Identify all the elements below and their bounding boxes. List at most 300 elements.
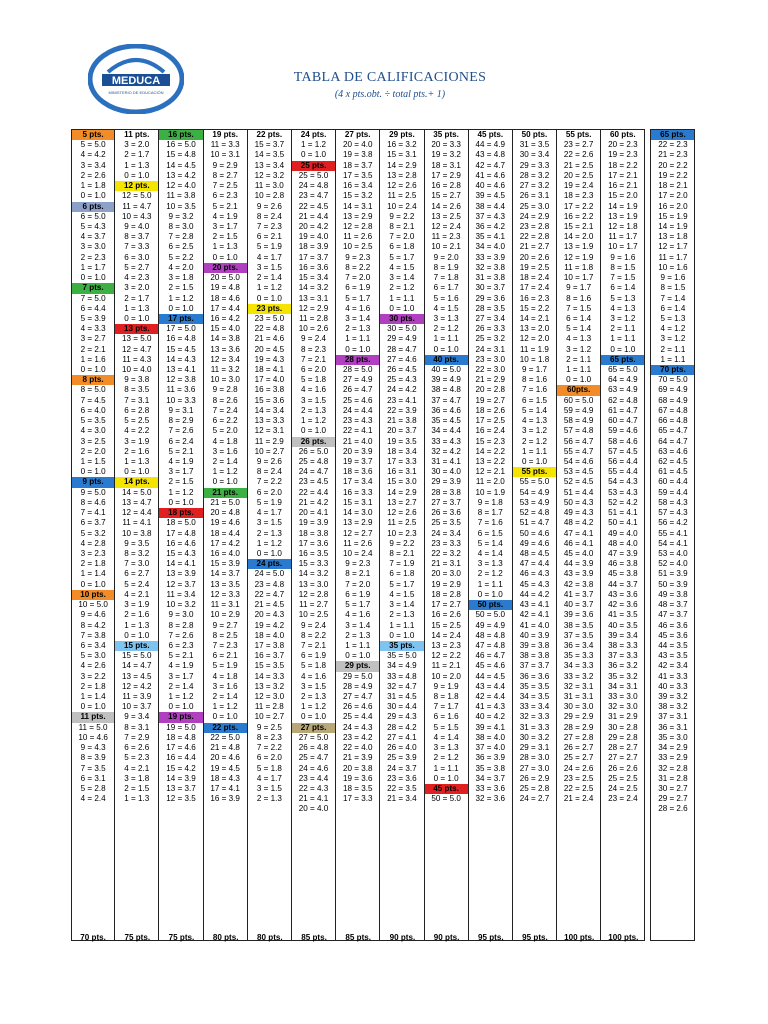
grade-cell: 17 = 4.0	[254, 375, 285, 385]
grade-cell: 4 = 2.3	[124, 273, 150, 283]
grade-cell: 10 = 2.5	[298, 610, 329, 620]
grade-cell: 30 = 2.7	[658, 784, 688, 793]
grade-cell: 50 = 4.3	[563, 497, 594, 507]
grade-cell: 1 = 1.1	[345, 640, 371, 650]
grade-cell: 61 = 4.7	[608, 405, 638, 415]
grade-column	[115, 129, 159, 941]
grade-cell: 17 = 2.2	[563, 201, 594, 211]
grade-cell: 15 = 4.3	[166, 548, 196, 558]
grade-cell: 18 = 3.8	[298, 528, 329, 538]
grade-cell: 14 = 3.1	[342, 201, 373, 211]
grade-cell: 11 = 3.2	[210, 365, 240, 375]
grade-cell: 32 = 3.0	[608, 702, 638, 712]
grade-cell: 55 = 4.1	[658, 528, 688, 538]
grade-cell: 15 = 3.7	[254, 140, 285, 150]
grade-cell: 1 = 1.1	[345, 334, 371, 344]
grade-cell: 26 = 4.6	[342, 702, 373, 712]
grade-cell: 29 = 3.1	[519, 743, 550, 753]
grade-cell: 12 = 3.7	[166, 579, 196, 589]
grade-cell: 13 = 3.2	[254, 681, 285, 691]
grade-cell: 9 = 1.7	[566, 283, 592, 293]
grade-cell: 1 = 1.3	[124, 457, 150, 466]
grade-cell: 0 = 1.0	[433, 344, 459, 354]
grade-column	[292, 129, 336, 941]
grade-cell: 18 = 4.0	[254, 630, 285, 640]
grade-cell: 4 = 1.3	[566, 334, 592, 344]
grade-cell: 25 = 4.3	[387, 375, 417, 385]
grade-cell: 8 = 2.2	[345, 262, 371, 272]
grade-cell: 3 = 1.6	[212, 681, 238, 691]
grade-cell: 22 = 4.1	[342, 426, 373, 436]
points-header: 45 pts.	[477, 130, 504, 139]
grade-cell: 42 = 4.7	[475, 160, 506, 170]
grade-cell: 6 = 1.9	[345, 589, 371, 599]
grade-cell: 48 = 4.2	[563, 518, 594, 528]
grade-cell: 6 = 2.6	[124, 743, 150, 753]
grade-cell: 16 = 3.2	[387, 140, 417, 150]
grade-cell: 34 = 3.5	[519, 692, 550, 702]
grade-cell: 26 = 3.6	[431, 508, 461, 518]
grade-cell: 25 = 3.5	[431, 518, 461, 528]
grade-cell: 4 = 1.5	[389, 589, 415, 599]
grade-cell: 0 = 1.0	[521, 457, 547, 466]
grade-cell: 12 = 2.6	[387, 181, 417, 191]
grade-cell: 9 = 2.6	[256, 457, 282, 466]
grade-cell: 11 = 5.0	[78, 722, 108, 732]
grade-cell: 50 = 4.6	[519, 528, 550, 538]
grade-cell: 24 = 5.0	[254, 569, 285, 579]
grade-cell: 19 = 2.9	[431, 579, 461, 589]
grade-cell: 12 = 3.0	[254, 692, 285, 702]
points-header: 19 pts.	[159, 712, 202, 722]
grade-cell: 12 = 2.2	[431, 651, 461, 661]
grade-cell: 2 = 2.0	[80, 446, 106, 456]
grade-cell: 36 = 3.2	[608, 661, 638, 671]
points-header: 35 pts.	[433, 130, 459, 139]
grade-cell: 57 = 4.3	[658, 508, 688, 518]
grade-cell: 36 = 3.6	[519, 671, 550, 681]
grade-cell: 24 = 2.5	[608, 784, 638, 793]
grade-cell: 30 = 3.7	[475, 283, 506, 293]
grade-cell: 19 = 2.2	[658, 170, 688, 180]
grade-cell: 12 = 3.3	[210, 589, 240, 599]
grade-cell: 2 = 1.7	[124, 150, 150, 160]
grade-cell: 4 = 1.7	[256, 773, 282, 783]
grade-cell: 14 = 2.9	[387, 487, 417, 497]
grade-cell: 25 = 3.9	[387, 753, 417, 763]
grade-cell: 4 = 2.2	[124, 426, 150, 436]
grade-cell: 11 = 1.8	[564, 262, 594, 272]
footer-points-label: 70 pts.	[80, 933, 106, 942]
grade-cell: 18 = 3.5	[342, 784, 373, 793]
grade-cell: 29 = 3.9	[431, 477, 461, 487]
grade-cell: 40 = 4.6	[475, 181, 506, 191]
grade-cell: 34 = 4.0	[475, 242, 506, 252]
grade-cell: 17 = 2.1	[608, 170, 638, 180]
grade-cell: 70 = 5.0	[658, 375, 688, 385]
grade-cell: 25 = 3.0	[519, 201, 550, 211]
points-header: 24 pts.	[300, 130, 327, 139]
grade-cell: 11 = 2.5	[387, 518, 417, 528]
grade-cell: 9 = 2.5	[256, 722, 282, 732]
grade-cell: 50 = 4.1	[608, 518, 638, 528]
grade-cell: 42 = 4.4	[475, 692, 506, 702]
grade-cell: 6 = 1.4	[566, 313, 592, 323]
grade-cell: 7 = 2.0	[345, 579, 371, 589]
grade-cell: 14 = 1.9	[608, 201, 638, 211]
grade-cell: 1 = 1.1	[521, 446, 547, 456]
grade-cell: 20 = 4.0	[298, 804, 329, 814]
grade-cell: 17 = 4.1	[210, 784, 240, 793]
points-header: 70 pts.	[651, 365, 694, 375]
grade-cell: 21 = 4.2	[298, 497, 329, 507]
grade-cell: 15 = 3.5	[254, 661, 285, 671]
grade-cell: 33 = 4.8	[387, 671, 417, 681]
grade-cell: 15 = 2.1	[563, 221, 594, 231]
grade-cell: 8 = 4.6	[80, 497, 106, 507]
grade-cell: 15 = 3.0	[387, 477, 417, 487]
grade-cell: 6 = 3.1	[80, 773, 106, 783]
grade-cell: 37 = 3.1	[658, 712, 688, 722]
grade-cell: 2 = 1.3	[256, 528, 282, 538]
grade-cell: 53 = 4.9	[519, 497, 550, 507]
grade-cell: 18 = 2.1	[658, 181, 688, 191]
grade-cell: 31 = 3.1	[563, 692, 594, 702]
grade-cell: 37 = 4.3	[475, 211, 506, 221]
grade-cell: 43 = 3.6	[608, 589, 638, 599]
grade-cell: 2 = 1.5	[168, 477, 194, 487]
page-subtitle: (4 x pts.obt. ÷ total pts.+ 1)	[334, 89, 446, 100]
grade-cell: 4 = 1.5	[389, 262, 415, 272]
grade-cell: 9 = 2.8	[212, 385, 238, 395]
grade-cell: 41 = 4.6	[475, 170, 506, 180]
grade-cell: 10 = 1.6	[658, 262, 688, 272]
grade-cell: 6 = 2.2	[212, 416, 238, 426]
grade-cell: 21 = 4.0	[342, 436, 373, 446]
grade-cell: 6 = 2.1	[212, 651, 238, 661]
grade-cell: 38 = 3.2	[658, 702, 688, 712]
grade-cell: 29 = 2.9	[563, 712, 594, 722]
grade-cell: 0 = 1.0	[168, 497, 194, 507]
grade-cell: 43 = 3.5	[658, 651, 688, 661]
grade-cell: 12 = 2.8	[342, 221, 373, 231]
grade-cell: 37 = 3.7	[519, 661, 550, 671]
grade-cell: 29 = 4.9	[387, 334, 417, 344]
grade-cell: 45 = 3.8	[608, 569, 638, 579]
grade-cell: 20 = 2.3	[608, 140, 638, 150]
grade-cell: 5 = 1.7	[389, 579, 415, 589]
grade-cell: 14 = 4.7	[122, 661, 152, 671]
grade-cell: 4 = 1.9	[212, 211, 238, 221]
grade-cell: 66 = 4.8	[658, 416, 688, 426]
grade-cell: 35 = 3.0	[658, 732, 688, 742]
grade-cell: 2 = 1.6	[124, 610, 150, 620]
grade-cell: 17 = 3.6	[298, 538, 329, 548]
grade-cell: 44 = 4.9	[475, 140, 506, 150]
grade-cell: 51 = 3.9	[658, 569, 688, 579]
grade-cell: 53 = 4.0	[658, 548, 688, 558]
grade-cell: 18 = 2.4	[519, 273, 550, 283]
grade-cell: 0 = 1.0	[80, 273, 106, 283]
grade-cell: 19 = 4.8	[210, 283, 240, 293]
grade-cell: 9 = 3.1	[168, 405, 194, 415]
grade-cell: 17 = 4.8	[166, 528, 196, 538]
grade-cell: 3 = 1.9	[124, 436, 150, 446]
grade-cell: 18 = 3.4	[387, 446, 417, 456]
grade-cell: 21 = 4.6	[254, 334, 285, 344]
grade-cell: 39 = 3.8	[519, 640, 550, 650]
points-header: 26 pts.	[292, 437, 335, 447]
grade-cell: 34 = 3.3	[563, 661, 594, 671]
grade-cell: 6 = 2.3	[168, 640, 194, 650]
grade-cell: 24 = 4.6	[298, 763, 329, 773]
grade-cell: 9 = 4.0	[124, 221, 150, 231]
grade-cell: 2 = 1.8	[80, 559, 106, 569]
grade-cell: 26 = 3.3	[475, 324, 506, 334]
grade-cell: 24 = 4.7	[298, 467, 329, 477]
grade-cell: 38 = 3.5	[563, 620, 594, 630]
grade-cell: 11 = 2.0	[475, 477, 505, 487]
grade-cell: 8 = 2.6	[212, 395, 238, 405]
grade-column	[601, 129, 645, 941]
grade-cell: 21 = 2.7	[519, 242, 550, 252]
grade-cell: 12 = 2.0	[519, 334, 550, 344]
grade-cell: 3 = 1.2	[610, 313, 636, 323]
grade-cell: 16 = 4.0	[210, 548, 240, 558]
grade-cell: 20 = 4.6	[210, 753, 240, 763]
grade-cell: 35 = 3.5	[519, 681, 550, 691]
points-header: 35 pts.	[380, 641, 423, 651]
grade-cell: 38 = 4.4	[475, 201, 506, 211]
grade-cell: 2 = 2.3	[80, 252, 106, 262]
grade-cell: 7 = 1.6	[477, 518, 503, 528]
grade-cell: 1 = 1.3	[124, 620, 150, 630]
points-header: 22 pts.	[256, 130, 283, 139]
grade-cell: 9 = 2.4	[301, 620, 327, 630]
grade-cell: 10 = 4.0	[122, 365, 152, 375]
grade-cell: 26 = 2.7	[563, 743, 594, 753]
grade-cell: 17 = 2.0	[658, 191, 688, 201]
grade-cell: 41 = 3.5	[608, 610, 638, 620]
grade-cell: 53 = 4.3	[608, 487, 638, 497]
points-header: 12 pts.	[115, 181, 158, 191]
grade-cell: 11 = 3.4	[166, 589, 196, 599]
grade-cell: 2 = 1.5	[168, 283, 194, 293]
grade-cell: 3 = 2.0	[124, 283, 150, 293]
grade-cell: 4 = 3.7	[80, 232, 106, 242]
points-header: 5 pts.	[72, 130, 114, 140]
grade-cell: 2 = 1.5	[124, 784, 150, 793]
grade-cell: 29 = 5.0	[342, 671, 373, 681]
grade-cell: 37 = 4.0	[475, 743, 506, 753]
grade-cell: 7 = 2.0	[389, 232, 415, 242]
grade-cell: 2 = 1.8	[80, 681, 106, 691]
grade-cell: 5 = 1.8	[301, 375, 327, 385]
grade-cell: 39 = 3.6	[563, 610, 594, 620]
grade-cell: 3 = 1.2	[566, 344, 592, 354]
grade-cell: 5 = 1.6	[433, 293, 459, 303]
grade-cell: 22 = 4.4	[298, 487, 329, 497]
grade-cell: 42 = 3.4	[658, 661, 688, 671]
grade-cell: 38 = 4.8	[431, 385, 461, 395]
grade-cell: 0 = 1.0	[345, 651, 371, 661]
grade-cell: 23 = 2.7	[563, 140, 594, 150]
grade-cell: 26 = 3.1	[519, 191, 550, 201]
grade-cell: 20 = 3.0	[431, 569, 461, 579]
grade-cell: 8 = 1.5	[660, 283, 686, 293]
grade-cell: 0 = 1.0	[433, 773, 459, 783]
grade-cell: 3 = 1.4	[345, 313, 371, 323]
grade-column	[469, 129, 513, 941]
grade-cell: 16 = 3.3	[342, 487, 373, 497]
grade-cell: 15 = 3.3	[298, 559, 329, 569]
grade-cell: 9 = 1.8	[477, 497, 503, 507]
grade-cell: 22 = 3.5	[387, 784, 417, 793]
grade-cell: 28 = 3.0	[519, 753, 550, 763]
grade-cell: 14 = 2.2	[475, 446, 506, 456]
grade-cell: 9 = 3.5	[124, 538, 150, 548]
grade-cell: 34 = 3.7	[475, 773, 506, 783]
grade-cell: 19 = 3.6	[342, 773, 373, 783]
grade-cell: 35 = 4.1	[475, 232, 506, 242]
grade-cell: 6 = 2.1	[256, 232, 282, 242]
grade-cell: 27 = 4.6	[387, 354, 417, 364]
grade-cell: 51 = 4.7	[519, 518, 550, 528]
grade-cell: 12 = 4.7	[122, 344, 152, 354]
points-header: 27 pts.	[344, 130, 371, 139]
points-header: 23 pts.	[248, 304, 291, 314]
grade-cell: 2 = 1.6	[124, 446, 150, 456]
grade-cell: 1 = 1.2	[301, 140, 327, 150]
grade-cell: 8 = 1.6	[566, 293, 592, 303]
grade-cell: 2 = 1.3	[256, 794, 282, 804]
grade-cell: 1 = 1.2	[212, 467, 238, 477]
grade-cell: 4 = 1.3	[610, 303, 636, 313]
grade-cell: 9 = 1.6	[610, 252, 636, 262]
grade-cell: 17 = 2.7	[431, 600, 461, 610]
grade-cell: 20 = 4.3	[254, 610, 285, 620]
grade-cell: 53 = 4.5	[563, 467, 594, 477]
grade-cell: 31 = 4.5	[387, 692, 417, 702]
grade-cell: 2 = 1.4	[168, 681, 194, 691]
grade-cell: 13 = 4.5	[122, 671, 152, 681]
grade-cell: 40 = 3.5	[608, 620, 638, 630]
grade-cell: 44 = 3.7	[608, 579, 638, 589]
grade-cell: 13 = 3.6	[210, 344, 240, 354]
grade-cell: 56 = 4.2	[658, 518, 688, 528]
grade-cell: 8 = 2.1	[389, 221, 415, 231]
grade-cell: 8 = 1.6	[521, 375, 547, 385]
grade-cell: 3 = 1.9	[124, 600, 150, 610]
grade-cell: 9 = 3.2	[168, 211, 194, 221]
grade-cell: 4 = 1.9	[168, 661, 194, 671]
grade-cell: 18 = 2.3	[563, 191, 594, 201]
grade-cell: 52 = 4.0	[658, 559, 688, 569]
grade-cell: 7 = 1.6	[521, 385, 547, 395]
grade-cell: 19 = 2.5	[519, 262, 550, 272]
grade-cell: 18 = 3.1	[431, 160, 461, 170]
grade-cell: 13 = 1.9	[608, 211, 638, 221]
grade-cell: 14 = 2.1	[519, 313, 550, 323]
grade-cell: 14 = 4.1	[166, 559, 196, 569]
grade-cell: 23 = 2.8	[519, 221, 550, 231]
grade-cell: 20 = 2.5	[563, 170, 594, 180]
grade-cell: 30 = 5.0	[387, 324, 417, 334]
grade-cell: 7 = 2.6	[168, 426, 194, 436]
grade-cell: 12 = 4.4	[122, 508, 152, 518]
grade-cell: 13 = 2.3	[431, 640, 461, 650]
grade-cell: 19 = 4.2	[254, 620, 285, 630]
grade-cell: 16 = 4.2	[210, 313, 240, 323]
grade-cell: 4 = 1.7	[256, 508, 282, 518]
points-header: 19 pts.	[212, 130, 238, 139]
grade-cell: 13 = 4.7	[122, 497, 152, 507]
grade-cell: 8 = 3.7	[124, 232, 150, 242]
grade-cell: 7 = 1.9	[389, 559, 415, 569]
grade-cell: 21 = 2.5	[563, 160, 594, 170]
grade-cell: 13 = 2.0	[519, 324, 550, 334]
grade-cell: 40 = 3.7	[563, 600, 594, 610]
grade-cell: 11 = 1.7	[608, 232, 638, 242]
grade-cell: 29 = 2.7	[658, 794, 688, 804]
grade-cell: 3 = 1.2	[660, 334, 686, 344]
grade-cell: 22 = 2.6	[563, 150, 594, 160]
grade-cell: 45 = 4.3	[519, 579, 550, 589]
grade-cell: 40 = 3.9	[519, 630, 550, 640]
grade-cell: 50 = 5.0	[431, 794, 461, 804]
grade-cell: 54 = 4.6	[563, 457, 594, 466]
grade-cell: 13 = 5.0	[122, 334, 152, 344]
grade-cell: 3 = 1.8	[124, 773, 150, 783]
grade-cell: 59 = 4.4	[658, 487, 688, 497]
grade-cell: 38 = 3.3	[608, 640, 638, 650]
grade-cell: 6 = 1.5	[477, 528, 503, 538]
grade-cell: 24 = 4.2	[387, 385, 417, 395]
grade-cell: 43 = 4.8	[475, 150, 506, 160]
grade-cell: 5 = 2.8	[80, 784, 106, 793]
grade-cell: 23 = 4.4	[298, 773, 329, 783]
grade-cell: 13 = 1.9	[563, 242, 594, 252]
grade-cell: 23 = 3.0	[475, 354, 506, 364]
grade-cell: 6 = 3.7	[80, 518, 106, 528]
grade-cell: 10 = 3.0	[210, 375, 240, 385]
grade-cell: 48 = 4.0	[608, 538, 638, 548]
grade-cell: 11 = 4.3	[122, 354, 152, 364]
grade-cell: 13 = 3.4	[254, 160, 285, 170]
grade-cell: 11 = 3.6	[166, 385, 196, 395]
grade-cell: 1 = 1.5	[80, 457, 106, 466]
grade-cell: 29 = 3.3	[519, 160, 550, 170]
grade-cell: 25 = 4.8	[298, 457, 329, 466]
grade-cell: 32 = 4.7	[387, 681, 417, 691]
grade-cell: 5 = 1.8	[301, 661, 327, 671]
grade-cell: 26 = 4.0	[387, 743, 417, 753]
grade-cell: 28 = 2.6	[658, 804, 688, 814]
grade-cell: 4 = 1.3	[521, 416, 547, 426]
grade-cell: 1 = 1.8	[80, 181, 106, 191]
grade-cell: 6 = 1.4	[660, 303, 686, 313]
grade-cell: 24 = 4.8	[298, 181, 329, 191]
grade-cell: 1 = 1.1	[566, 365, 592, 375]
grade-cell: 20 = 3.8	[342, 763, 373, 773]
grade-cell: 3 = 3.4	[80, 160, 106, 170]
grade-cell: 12 = 3.5	[166, 794, 196, 804]
grade-cell: 10 = 4.6	[78, 732, 108, 742]
grade-cell: 6 = 2.3	[212, 191, 238, 201]
grade-cell: 37 = 3.5	[563, 630, 594, 640]
svg-text:MEDUCA: MEDUCA	[111, 75, 161, 87]
grade-cell: 7 = 2.0	[345, 273, 371, 283]
